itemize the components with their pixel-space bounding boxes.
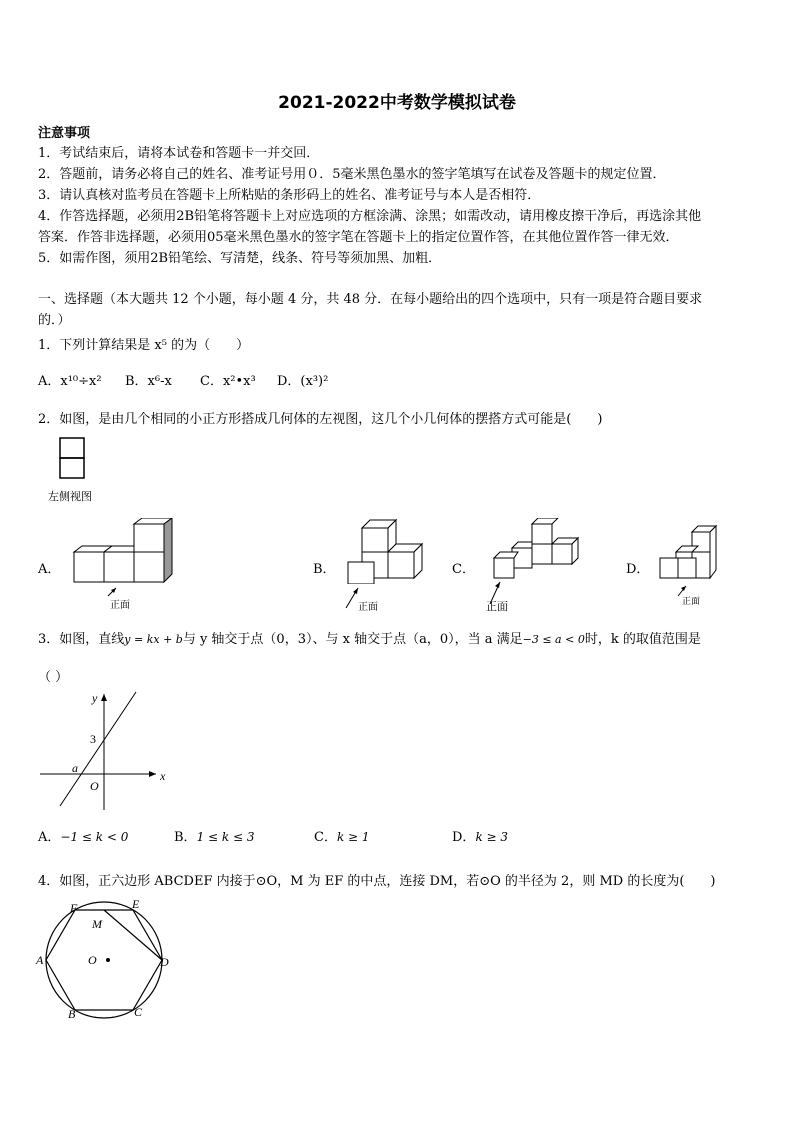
- q2-option-b-label: B．: [313, 562, 336, 577]
- question-2-stem: 2．如图，是由几个相同的小正方形搭成几何体的左视图，这几个小几何体的摆搭方式可能是( ): [38, 412, 603, 427]
- notice-item: 1．考试结束后，请将本试卷和答题卡一并交回．: [38, 146, 320, 161]
- q3-option-d-expr: k ≥ 3: [475, 830, 509, 844]
- q3-option-c-expr: k ≥ 1: [336, 830, 370, 844]
- section-heading-cont: 的．）: [38, 313, 71, 328]
- question-4-stem: 4．如图，正六边形 ABCDEF 内接于⊙O，M 为 EF 的中点，连接 DM，若⊙O 的半径为 2，则 MD 的长度为( ): [38, 874, 716, 889]
- notice-item: 5．如需作图，须用2B铅笔绘、写清楚，线条、符号等须加黑、加粗．: [38, 251, 442, 266]
- q3-option-a-expr: −1 ≤ k < 0: [60, 830, 129, 844]
- q2-option-b-figure: [342, 518, 434, 584]
- q3-option-a: [38, 826, 128, 845]
- q3-origin-label: O: [90, 779, 99, 793]
- q3-option-b-label: B．: [174, 830, 197, 845]
- q3-x-label: x: [160, 769, 166, 783]
- q4-label-d: D: [160, 955, 169, 969]
- q3-option-d: [452, 826, 508, 845]
- q1-option-d: D．(x³)²: [277, 374, 329, 389]
- q4-label-c: C: [134, 1005, 143, 1019]
- q2-option-a-label: A．: [38, 562, 61, 577]
- q2-c-front-label: 正面: [486, 600, 508, 613]
- q3-stem-b: 与 y 轴交于点（0，3）、与 x 轴交于点（a，0），当 a 满足: [182, 632, 523, 647]
- q2-option-d-figure: [656, 524, 720, 584]
- q3-option-a-label: A．: [38, 830, 61, 845]
- left-view-figure: [58, 436, 88, 484]
- q3-stem-a: 3．如图，直线: [38, 632, 125, 647]
- notice-item: 答案．作答非选择题，必须用05毫米黑色墨水的签字笔在答题卡上的指定位置作答，在其他位置作答一律无效．: [38, 230, 679, 245]
- q1-option-c: C．x²•x³: [200, 374, 256, 389]
- notice-item: 2．答题前，请务必将自己的姓名、准考证号用０．5毫米黑色墨水的签字笔填写在试卷及答题卡的规定位置．: [38, 167, 666, 182]
- q4-label-a: A: [36, 953, 44, 967]
- q1-option-b: B．x⁶-x: [125, 374, 172, 389]
- q3-condition: −3 ≤ a < 0: [522, 633, 585, 646]
- q3-y-label: y: [92, 691, 98, 705]
- section-heading: 一、选择题（本大题共 12 个小题，每小题 4 分，共 48 分．在每小题给出的四个选项中，只有一项是符合题目要求: [38, 292, 703, 307]
- q2-option-c-figure: [488, 518, 584, 584]
- q4-label-m: M: [92, 917, 102, 931]
- q4-hexagon-figure: [34, 894, 184, 1024]
- q2-option-c-label: C．: [452, 562, 475, 577]
- q1-option-a: A．x¹⁰÷x²: [38, 374, 102, 389]
- q3-option-b: [174, 826, 254, 845]
- notice-heading: 注意事项: [38, 126, 91, 141]
- q4-label-f: F: [70, 901, 78, 915]
- q4-label-b: B: [68, 1007, 76, 1021]
- q3-option-c-label: C．: [314, 830, 337, 845]
- notice-item: 4．作答选择题，必须用2B铅笔将答题卡上对应选项的方框涂满、涂黑；如需改动，请用橡皮擦干净后，再选涂其他: [38, 209, 702, 224]
- q3-option-d-label: D．: [452, 830, 476, 845]
- q2-d-front-label: 正面: [682, 597, 701, 607]
- q3-a-label: a: [72, 761, 78, 775]
- q2-option-d-label: D．: [626, 562, 650, 577]
- q3-line-equation: y = kx + b: [124, 633, 183, 646]
- q2-b-front-label: 正面: [358, 602, 378, 613]
- question-3-stem: [38, 628, 701, 647]
- q3-tick-3: 3: [90, 732, 96, 746]
- q3-option-b-expr: 1 ≤ k ≤ 3: [196, 830, 255, 844]
- q3-option-c: [314, 826, 370, 845]
- q3-graph: [36, 688, 176, 814]
- question-1-stem: 1．下列计算结果是 x⁵ 的为（ ）: [38, 338, 250, 353]
- notice-item: 3．请认真核对监考员在答题卡上所粘贴的条形码上的姓名、准考证号与本人是否相符．: [38, 188, 541, 203]
- q4-label-o: O: [88, 953, 97, 967]
- left-view-label: 左侧视图: [48, 490, 92, 503]
- q4-label-e: E: [132, 897, 140, 911]
- q3-paren: （ ）: [38, 670, 69, 685]
- q3-stem-c: 时，k 的取值范围是: [584, 632, 701, 647]
- page-title: 2021-2022中考数学模拟试卷: [278, 93, 516, 113]
- q2-option-a-figure: [70, 518, 182, 584]
- q2-a-front-label: 正面: [110, 600, 130, 611]
